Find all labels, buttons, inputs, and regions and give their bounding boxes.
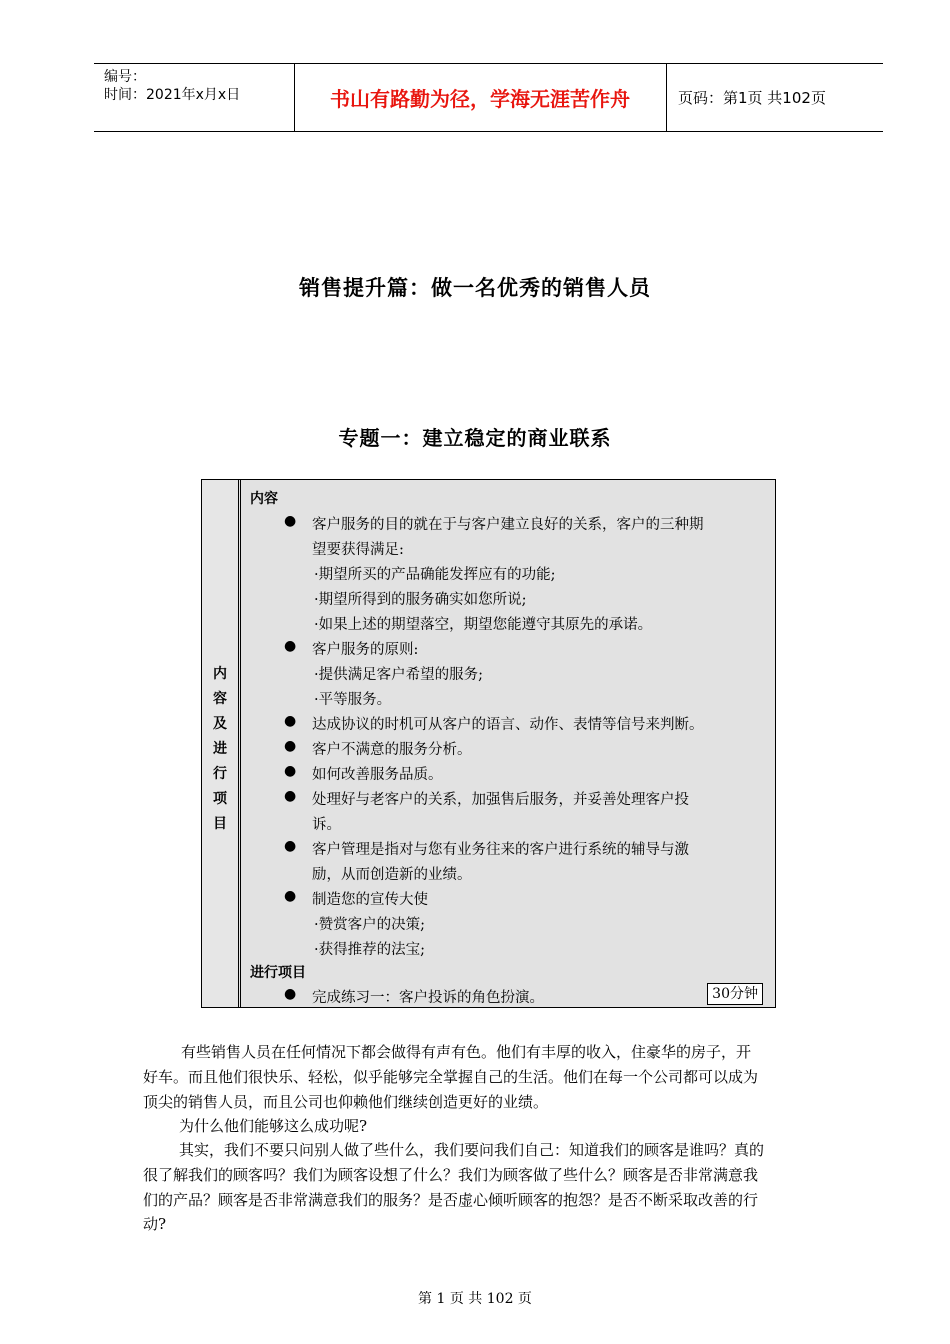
paragraph-line: 顶尖的销售人员，而且公司也仰赖他们继续创造更好的业绩。: [143, 1093, 549, 1111]
list-item: 客户不满意的服务分析。: [312, 742, 472, 758]
paragraph-line: 有些销售人员在任何情况下都会做得有声有色。他们有丰厚的收入，住豪华的房子，开: [181, 1043, 752, 1061]
paragraph-line: 为什么他们能够这么成功呢?: [179, 1117, 368, 1135]
practice-item: 完成练习一：客户投诉的角色扮演。: [312, 990, 544, 1006]
list-item: 处理好与老客户的关系，加强售后服务，并妥善处理客户投: [312, 792, 689, 808]
paragraph-line: 动?: [143, 1215, 167, 1233]
sub-item: ·期望所买的产品确能发挥应有的功能;: [314, 567, 556, 583]
vertical-label-char: 进: [213, 741, 227, 757]
header-meta: [94, 64, 295, 131]
list-item: 励，从而创造新的业绩。: [312, 867, 472, 883]
paragraph-line: 们的产品？顾客是否非常满意我们的服务？是否虚心倾听顾客的抱怨？是否不断采取改善的行: [143, 1191, 759, 1209]
bullet-icon: ●: [284, 788, 297, 804]
vertical-label-column: [202, 480, 241, 1007]
sub-item: ·如果上述的期望落空，期望您能遵守其原先的承诺。: [314, 617, 653, 633]
sub-item: ·平等服务。: [314, 692, 392, 708]
bullet-icon: ●: [284, 838, 297, 854]
list-item: 客户管理是指对与您有业务往来的客户进行系统的辅导与激: [312, 842, 689, 858]
vertical-label-char: 内: [213, 666, 227, 682]
header-motto: 书山有路勤为径，学海无涯苦作舟: [294, 64, 667, 131]
page-header: [94, 63, 883, 132]
duration-badge: 30分钟: [707, 983, 763, 1005]
vertical-label-char: 行: [213, 766, 227, 782]
sub-title: 专题一：建立稳定的商业联系: [338, 426, 612, 450]
vertical-label-char: 项: [213, 791, 227, 807]
bullet-icon: ●: [284, 738, 297, 754]
vertical-label-char: 目: [213, 816, 227, 832]
sub-item: ·期望所得到的服务确实如您所说;: [314, 592, 527, 608]
list-item: 制造您的宣传大使: [312, 892, 428, 908]
content-list: [242, 480, 775, 1007]
paragraph-line: 很了解我们的顾客吗？我们为顾客设想了什么？我们为顾客做了些什么？顾客是否非常满意我: [143, 1166, 759, 1184]
paragraph-line: 其实，我们不要只问别人做了些什么，我们要问我们自己：知道我们的顾客是谁吗？真的: [179, 1141, 765, 1159]
page-footer: 第 1 页 共 102 页: [418, 1291, 532, 1307]
list-item: 如何改善服务品质。: [312, 767, 443, 783]
bullet-icon: ●: [284, 638, 297, 654]
bullet-icon: ●: [284, 763, 297, 779]
bullet-icon: ●: [284, 513, 297, 529]
sub-item: ·赞赏客户的决策;: [314, 917, 425, 933]
list-item: 望要获得满足:: [312, 542, 404, 558]
paragraph-line: 好车。而且他们很快乐、轻松，似乎能够完全掌握自己的生活。他们在每一个公司都可以成为: [143, 1068, 759, 1086]
main-title: 销售提升篇：做一名优秀的销售人员: [299, 276, 651, 300]
number-label: 编号：: [104, 69, 146, 85]
section-heading-content: 内容: [250, 491, 278, 507]
bullet-icon: ●: [284, 986, 297, 1002]
sub-item: ·获得推荐的法宝;: [314, 942, 425, 958]
vertical-label-char: 及: [213, 716, 227, 732]
page-info-text: 页码：第1页 共102页: [678, 89, 826, 107]
time-label: 时间：2021年x月x日: [104, 87, 241, 103]
list-item: 客户服务的原则:: [312, 642, 419, 658]
list-item: 诉。: [312, 817, 341, 833]
vertical-label-char: 容: [213, 691, 227, 707]
bullet-icon: ●: [284, 888, 297, 904]
header-page-info: [666, 64, 883, 131]
content-box: [201, 479, 776, 1008]
section-heading-practice: 进行项目: [250, 965, 306, 981]
sub-item: ·提供满足客户希望的服务;: [314, 667, 483, 683]
list-item: 客户服务的目的就在于与客户建立良好的关系，客户的三种期: [312, 517, 704, 533]
bullet-icon: ●: [284, 713, 297, 729]
list-item: 达成协议的时机可从客户的语言、动作、表情等信号来判断。: [312, 717, 704, 733]
